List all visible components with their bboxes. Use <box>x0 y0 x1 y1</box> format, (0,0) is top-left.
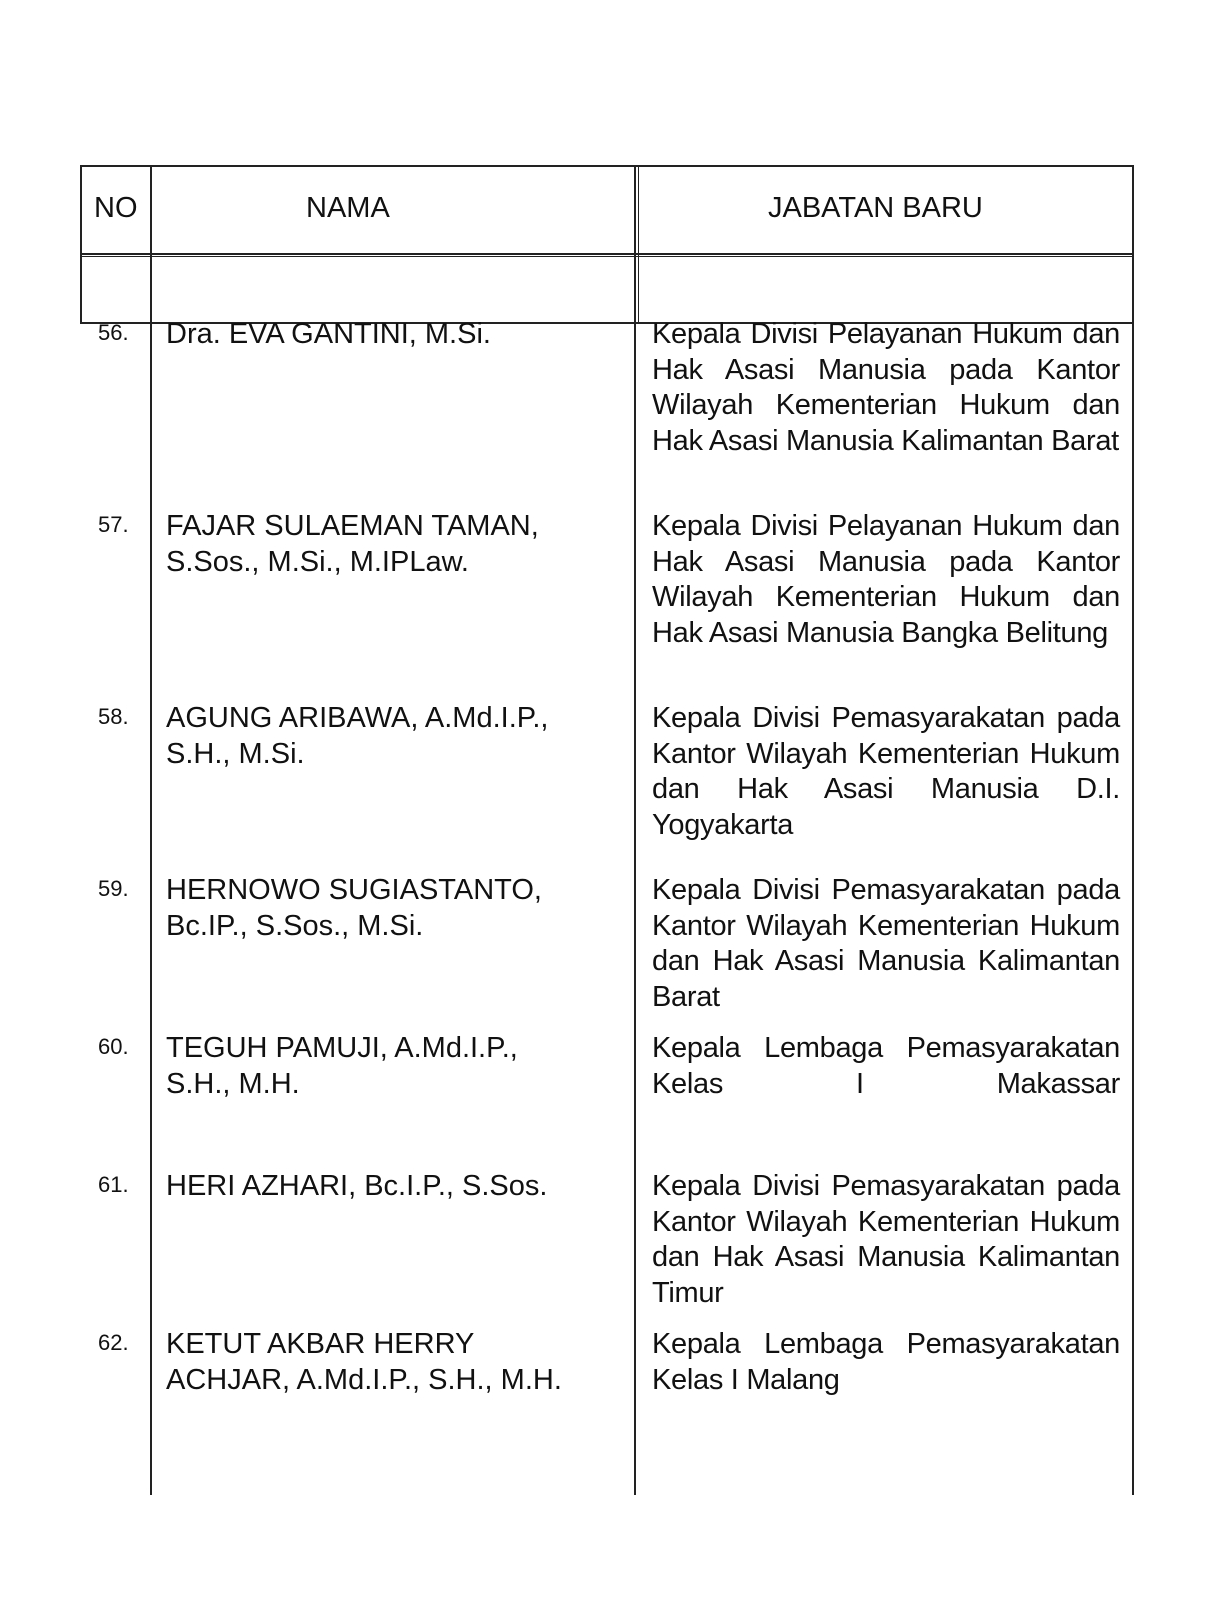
row-name: TEGUH PAMUJI, A.Md.I.P., S.H., M.H. <box>166 1032 518 1100</box>
header-no: NO <box>94 192 138 224</box>
header-jabatan-baru: JABATAN BARU <box>768 192 983 224</box>
row-name: FAJAR SULAEMAN TAMAN, S.Sos., M.Si., M.IPLaw. <box>166 510 539 578</box>
row-number: 59. <box>98 876 129 901</box>
table-left-border <box>80 165 82 253</box>
table-right-border <box>1132 165 1134 1495</box>
row-number: 57. <box>98 512 129 537</box>
row-name: AGUNG ARIBAWA, A.Md.I.P., S.H., M.Si. <box>166 702 549 770</box>
column-divider-nama-jabatan-inner <box>638 165 639 323</box>
row-position: Kepala Divisi Pemasyarakatan pada Kantor Wilayah Kementerian Hukum dan Hak Asasi Manusia Kalimantan Timur <box>652 1170 1120 1309</box>
row-position: Kepala Divisi Pelayanan Hukum dan Hak Asasi Manusia pada Kantor Wilayah Kementerian Hukum dan Hak Asasi Manusia Bangka Belitung <box>652 510 1120 649</box>
table-left-border-spacer <box>80 253 82 323</box>
table-top-border <box>80 165 1134 167</box>
header-bottom-border <box>80 253 1134 255</box>
row-name: HERI AZHARI, Bc.I.P., S.Sos. <box>166 1170 548 1202</box>
row-number: 62. <box>98 1330 129 1355</box>
row-position: Kepala Divisi Pemasyarakatan pada Kantor Wilayah Kementerian Hukum dan Hak Asasi Manusia Kalimantan Barat <box>652 874 1120 1013</box>
appointment-table <box>80 165 1134 1495</box>
row-name: KETUT AKBAR HERRY ACHJAR, A.Md.I.P., S.H., M.H. <box>166 1328 562 1396</box>
row-number: 58. <box>98 704 129 729</box>
row-number: 60. <box>98 1034 129 1059</box>
row-position: Kepala Divisi Pemasyarakatan pada Kantor Wilayah Kementerian Hukum dan Hak Asasi Manusia D.I. Yogyakarta <box>652 702 1120 841</box>
row-position: Kepala Divisi Pelayanan Hukum dan Hak Asasi Manusia pada Kantor Wilayah Kementerian Hukum dan Hak Asasi Manusia Kalimantan Barat <box>652 318 1120 457</box>
row-name: HERNOWO SUGIASTANTO, Bc.IP., S.Sos., M.Si. <box>166 874 542 942</box>
row-position: Kepala Lembaga Pemasyarakatan Kelas I Malang <box>652 1328 1120 1396</box>
row-number: 61. <box>98 1172 129 1197</box>
header-bottom-border-inner <box>80 256 1134 257</box>
column-divider-no-nama <box>150 165 152 1495</box>
row-name: Dra. EVA GANTINI, M.Si. <box>166 318 491 350</box>
column-divider-nama-jabatan <box>634 165 636 1495</box>
row-number: 56. <box>98 320 129 345</box>
row-position: Kepala Lembaga Pemasyarakatan Kelas I Makassar <box>652 1032 1120 1100</box>
header-nama: NAMA <box>306 192 390 224</box>
